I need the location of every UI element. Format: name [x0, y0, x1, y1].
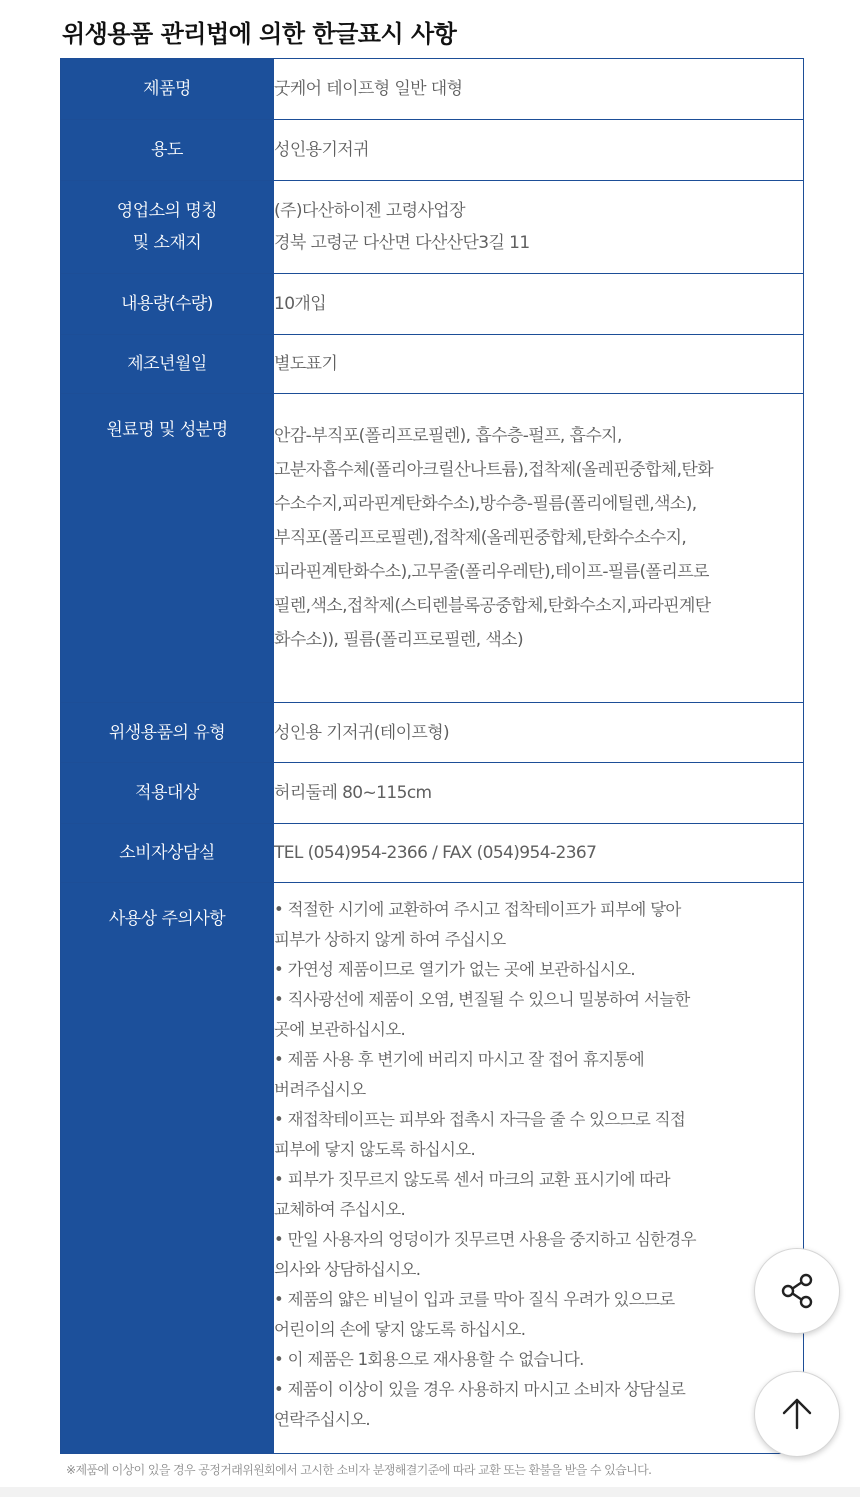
row-label: 소비자상담실 — [61, 824, 274, 883]
row-label: 용도 — [61, 120, 274, 181]
row-value: 성인용기저귀 — [274, 120, 804, 181]
row-label-line: 및 소재지 — [132, 233, 202, 253]
scroll-top-button[interactable] — [754, 1371, 840, 1457]
ingredient-line: 안감-부직포(폴리프로필렌), 흡수층-펄프, 흡수지, — [274, 426, 622, 446]
table-row — [61, 394, 804, 703]
share-button[interactable] — [754, 1248, 840, 1334]
ingredient-line: 필렌,색소,접착제(스티렌블록공중합체,탄화수소지,파라핀계탄 — [274, 596, 711, 616]
row-label: 제품명 — [61, 59, 274, 120]
caution-line: • 만일 사용자의 엉덩이가 짓무르면 사용을 중지하고 심한경우 — [274, 1230, 696, 1249]
caution-line: 곳에 보관하십시오. — [274, 1020, 406, 1039]
row-label — [61, 181, 274, 274]
caution-line: • 재접착테이프는 피부와 접촉시 자극을 줄 수 있으므로 직접 — [274, 1110, 686, 1129]
row-value — [274, 883, 804, 1454]
page-title: 위생용품 관리법에 의한 한글표시 사항 — [62, 20, 457, 48]
row-label: 위생용품의 유형 — [61, 703, 274, 763]
row-value — [274, 181, 804, 274]
table-row — [61, 274, 804, 335]
caution-line: • 피부가 짓무르지 않도록 센서 마크의 교환 표시기에 따라 — [274, 1170, 670, 1189]
footnote: ※제품에 이상이 있을 경우 공정거래위원회에서 고시한 소비자 분쟁해결기준에 따라 교환 또는 환불을 받을 수 있습니다. — [66, 1463, 652, 1477]
row-value: 허리둘레 80~115cm — [274, 763, 804, 824]
ingredient-line: 피라핀계탄화수소),고무줄(폴리우레탄),테이프-필름(폴리프로 — [274, 562, 709, 582]
caution-line: 의사와 상담하십시오. — [274, 1260, 421, 1279]
caution-line: • 직사광선에 제품이 오염, 변질될 수 있으니 밀봉하여 서늘한 — [274, 990, 690, 1009]
ingredient-line: 화수소)), 필름(폴리프로필렌, 색소) — [274, 630, 524, 650]
row-label: 적용대상 — [61, 763, 274, 824]
row-value: 굿케어 테이프형 일반 대형 — [274, 59, 804, 120]
row-label: 제조년월일 — [61, 335, 274, 394]
table-row — [61, 59, 804, 120]
product-info-table — [60, 58, 804, 1454]
row-value: 성인용 기저귀(테이프형) — [274, 703, 804, 763]
row-value: 별도표기 — [274, 335, 804, 394]
caution-line: • 제품 사용 후 변기에 버리지 마시고 잘 접어 휴지통에 — [274, 1050, 644, 1069]
table-row — [61, 824, 804, 883]
caution-line: 피부가 상하지 않게 하여 주십시오 — [274, 930, 506, 949]
arrow-up-icon — [775, 1392, 819, 1436]
caution-line: 교체하여 주십시오. — [274, 1200, 406, 1219]
row-value-line: 경북 고령군 다산면 다산산단3길 11 — [274, 233, 530, 253]
row-label: 내용량(수량) — [61, 274, 274, 335]
row-value: TEL (054)954-2366 / FAX (054)954-2367 — [274, 824, 804, 883]
caution-line: 피부에 닿지 않도록 하십시오. — [274, 1140, 476, 1159]
caution-line: • 제품이 이상이 있을 경우 사용하지 마시고 소비자 상담실로 — [274, 1380, 686, 1399]
caution-line: • 적절한 시기에 교환하여 주시고 접착테이프가 피부에 닿아 — [274, 900, 681, 919]
caution-line: • 가연성 제품이므로 열기가 없는 곳에 보관하십시오. — [274, 960, 635, 979]
row-value-line: (주)다산하이젠 고령사업장 — [274, 201, 465, 221]
caution-line: 연락주십시오. — [274, 1410, 370, 1429]
table-row — [61, 120, 804, 181]
row-label: 원료명 및 성분명 — [61, 394, 274, 703]
share-icon — [775, 1269, 819, 1313]
caution-line: • 제품의 얇은 비닐이 입과 코를 막아 질식 우려가 있으므로 — [274, 1290, 675, 1309]
row-label: 사용상 주의사항 — [61, 883, 274, 1454]
caution-line: • 이 제품은 1회용으로 재사용할 수 없습니다. — [274, 1350, 584, 1369]
row-value: 10개입 — [274, 274, 804, 335]
ingredient-line: 부직포(폴리프로필렌),접착제(올레핀중합체,탄화수소수지, — [274, 528, 687, 548]
table-row — [61, 703, 804, 763]
row-label-line: 영업소의 명칭 — [116, 201, 218, 221]
caution-list — [274, 895, 803, 1435]
ingredient-line: 수소수지,피라핀계탄화수소),방수층-필름(폴리에틸렌,색소), — [274, 494, 697, 514]
table-row — [61, 335, 804, 394]
table-row — [61, 883, 804, 1454]
table-row — [61, 763, 804, 824]
ingredient-line: 고분자흡수체(폴리아크릴산나트륨),접착제(올레핀중합체,탄화 — [274, 460, 714, 480]
caution-line: 어린이의 손에 닿지 않도록 하십시오. — [274, 1320, 526, 1339]
table-row — [61, 181, 804, 274]
row-value — [274, 394, 804, 703]
caution-line: 버려주십시오 — [274, 1080, 366, 1099]
page-bottom-divider — [0, 1487, 860, 1497]
